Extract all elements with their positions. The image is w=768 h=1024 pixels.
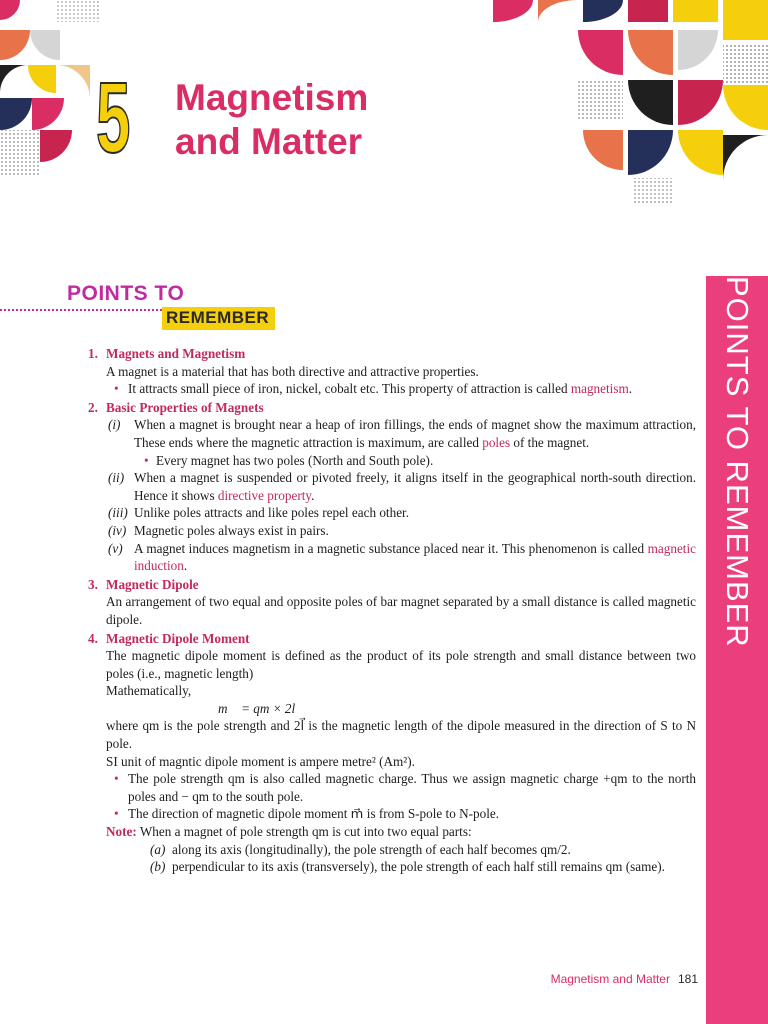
section-title xyxy=(88,399,696,417)
section-number: 2. xyxy=(88,399,98,415)
section-heading-text: Magnetic Dipole xyxy=(106,576,199,592)
text: When a magnet is brought near a heap of iron fillings, the ends of magnet show the maximum attraction, These ends where the magnetic attraction is maximum, are called xyxy=(134,417,696,450)
decorative-pattern-left xyxy=(0,0,100,190)
chapter-number: 5 xyxy=(96,62,129,174)
content-body xyxy=(88,344,696,876)
text: . xyxy=(183,558,188,574)
section-heading-text: Magnets and Magnetism xyxy=(106,346,246,361)
text: Magnetic poles always exist in pairs. xyxy=(134,522,329,538)
section-title xyxy=(88,576,696,594)
list-item xyxy=(108,522,696,540)
section-heading-text: Magnetic Dipole Moment xyxy=(106,630,250,646)
sub-item xyxy=(150,858,696,876)
highlight-term: magnetic induction xyxy=(134,540,696,574)
highlight-term: magnetism xyxy=(570,381,629,397)
text: When a magnet is suspended or pivoted freely, it aligns itself in the geographical north-south direction. Hence it shows xyxy=(134,470,696,503)
text: perpendicular to its axis (transversely), the pole strength of each half still remains qm (same). xyxy=(172,859,665,875)
paragraph: A magnet is a material that has both directive and attractive properties. xyxy=(106,363,479,379)
text: Unlike poles attracts and like poles repel each other. xyxy=(134,505,410,521)
list-item xyxy=(108,416,696,451)
chapter-title xyxy=(175,76,368,164)
text: It attracts small piece of iron, nickel, cobalt etc. This property of attraction is called xyxy=(128,381,571,397)
item-number: (b) xyxy=(150,859,166,875)
bullet-item: • The direction of magnetic dipole moment m⃗ is from S-pole to N-pole. xyxy=(114,805,696,823)
formula: m⃗ = qm × 2l⃗ xyxy=(218,700,306,716)
item-number: (a) xyxy=(150,841,166,857)
section-title xyxy=(88,345,696,363)
note-label: Note: xyxy=(106,824,137,840)
footer-chapter-title: Magnetism and Matter xyxy=(550,972,670,986)
paragraph: An arrangement of two equal and opposite poles of bar magnet separated by a small distance is called magnetic dipole. xyxy=(106,594,696,627)
remember-label: REMEMBER xyxy=(162,307,275,330)
item-number: (iv) xyxy=(108,522,127,538)
item-number: (ii) xyxy=(108,470,125,486)
paragraph: The magnetic dipole moment is defined as the product of its pole strength and small distance between two poles (i.e., magnetic length) xyxy=(106,648,696,681)
page-number: 181 xyxy=(677,972,698,986)
item-number: (v) xyxy=(108,540,123,556)
side-band-text: POINTS TO REMEMBER xyxy=(720,276,755,648)
chapter-title-line-2: and Matter xyxy=(175,121,363,162)
text: . xyxy=(311,487,315,503)
section-number: 3. xyxy=(88,576,98,592)
decorative-pattern-right xyxy=(493,0,768,205)
chapter-title-line-1: Magnetism xyxy=(175,77,369,118)
list-item xyxy=(108,504,696,522)
list-item xyxy=(108,469,696,504)
item-number: (iii) xyxy=(108,505,128,521)
text: along its axis (longitudinally), the pole strength of each half becomes qm/2. xyxy=(172,841,571,857)
section-title xyxy=(88,630,696,648)
text: When a magnet of pole strength qm is cut into two equal parts: xyxy=(136,824,472,840)
section-number: 4. xyxy=(88,630,98,646)
item-number: (i) xyxy=(108,417,121,433)
paragraph: where qm is the pole strength and 2l⃗ is the magnetic length of the dipole measured in the direction of S to N pole. xyxy=(106,718,696,752)
highlight-term: poles xyxy=(482,434,511,450)
section-heading-text: Basic Properties of Magnets xyxy=(106,399,264,415)
text: A magnet induces magnetism in a magnetic substance placed near it. This phenomenon is called xyxy=(134,540,648,556)
text: of the magnet. xyxy=(510,434,590,450)
bullet-item: • Every magnet has two poles (North and South pole). xyxy=(144,452,696,470)
note xyxy=(106,823,696,841)
sub-item xyxy=(150,841,696,859)
bullet-item: • The pole strength qm is also called magnetic charge. Thus we assign magnetic charge +qm to the north poles and − qm to the south pole. xyxy=(114,770,696,805)
section-number: 1. xyxy=(88,346,98,361)
text: . xyxy=(628,381,633,397)
page-footer xyxy=(551,972,698,986)
highlight-term: directive property xyxy=(217,487,312,503)
points-heading: POINTS TO xyxy=(67,282,185,305)
paragraph: Mathematically, xyxy=(106,683,192,699)
paragraph: SI unit of magntic dipole moment is ampere metre² (Am²). xyxy=(106,753,415,769)
bullet-item xyxy=(114,380,696,398)
list-item xyxy=(108,540,696,575)
